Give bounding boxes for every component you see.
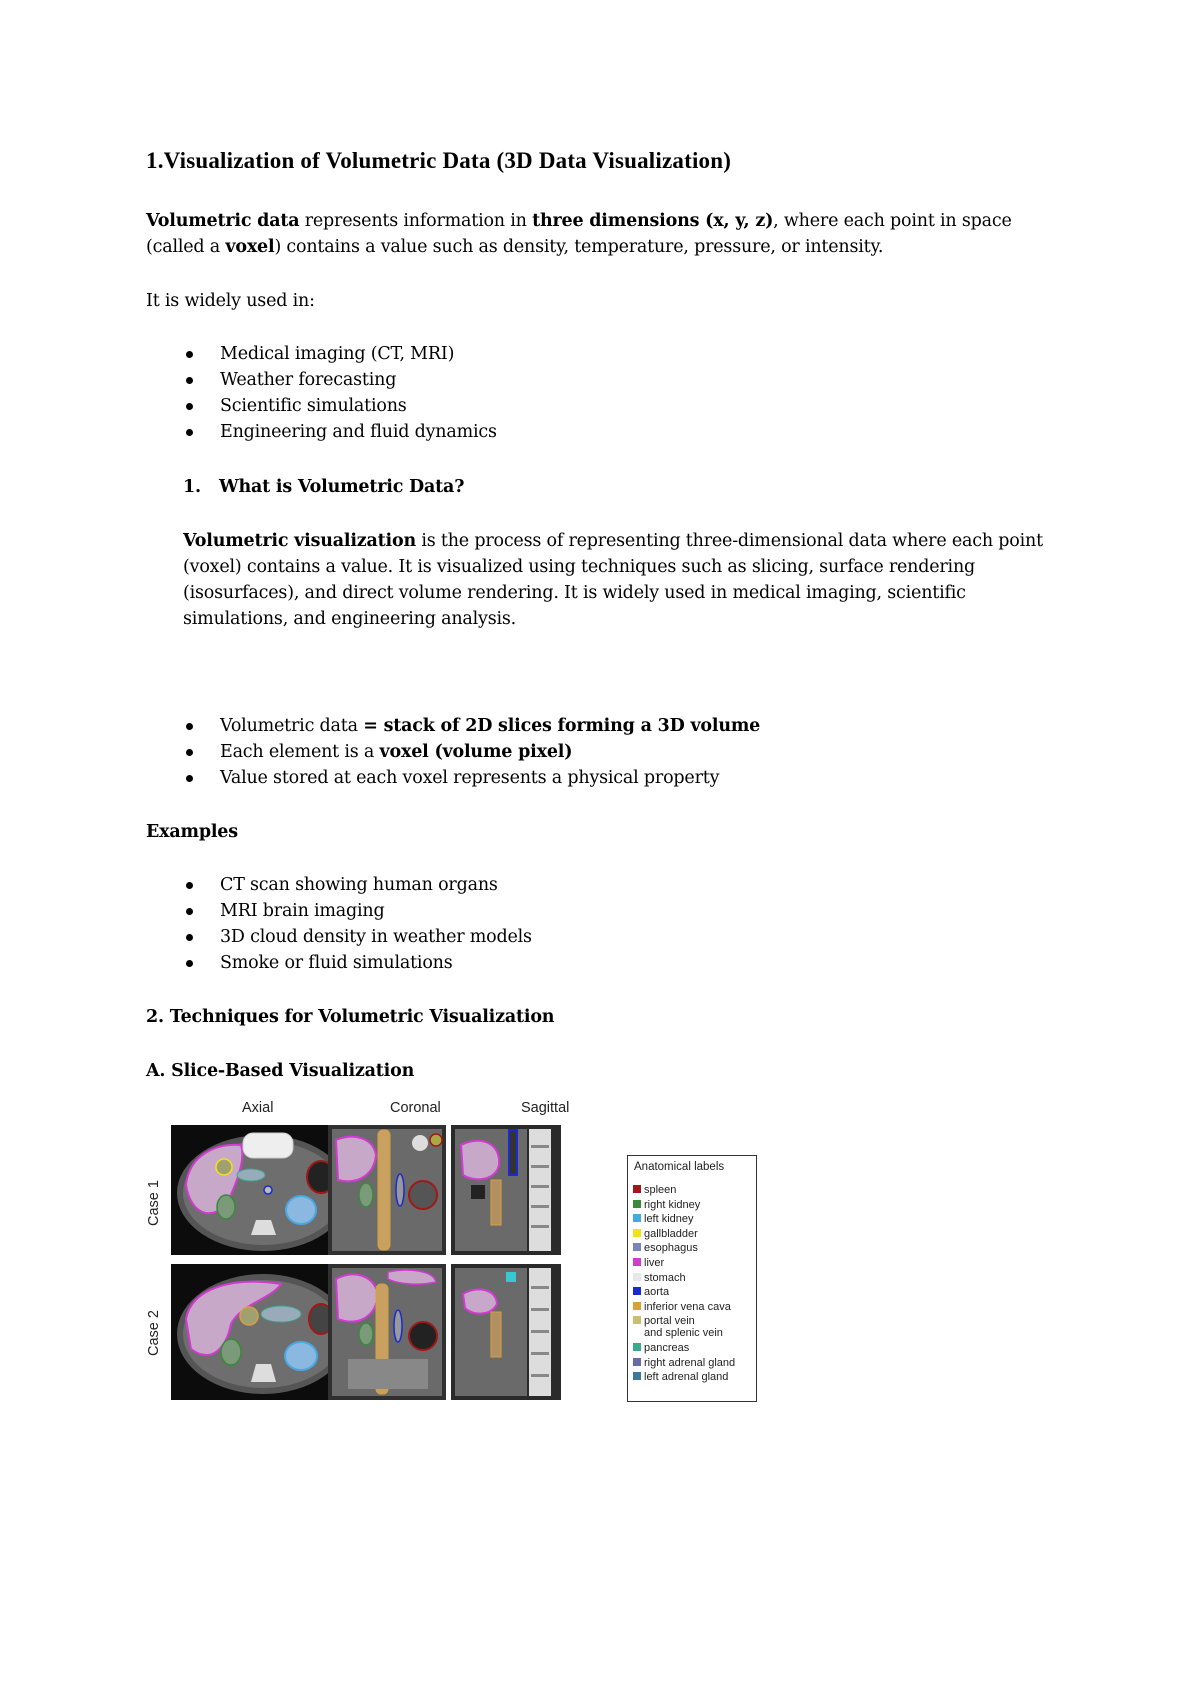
examples-heading: Examples	[146, 822, 238, 842]
bullet-icon	[186, 377, 193, 384]
legend-label: and splenic vein	[644, 1327, 723, 1340]
intro-line-1	[146, 208, 1012, 234]
term-volumetric-visualization: Volumetric visualization	[183, 531, 416, 551]
techniques-heading: 2. Techniques for Volumetric Visualization	[146, 1007, 555, 1027]
legend-item	[633, 1242, 698, 1254]
legend-label: gallbladder	[644, 1227, 698, 1240]
legend-item	[633, 1371, 728, 1383]
bullet-icon	[186, 749, 193, 756]
bullet-icon	[186, 934, 193, 941]
scan-case1-axial	[171, 1125, 352, 1255]
used-in-text: It is widely used in:	[146, 291, 315, 311]
term-three-dimensions: three dimensions (x, y, z)	[532, 211, 774, 231]
term-volumetric-data: Volumetric data	[146, 211, 300, 231]
list-item	[186, 765, 760, 791]
legend-label: stomach	[644, 1271, 686, 1284]
scan-case2-coronal	[328, 1264, 446, 1400]
legend-item	[633, 1327, 723, 1339]
legend-swatch-icon	[633, 1302, 641, 1310]
definition-line-1	[183, 528, 1043, 554]
bullet-icon	[186, 775, 193, 782]
legend-item	[633, 1286, 669, 1298]
bullet-icon	[186, 908, 193, 915]
view-label-sagittal: Sagittal	[521, 1100, 570, 1116]
view-label-coronal: Coronal	[390, 1100, 441, 1116]
bullet-icon	[186, 403, 193, 410]
legend-label: esophagus	[644, 1242, 698, 1255]
intro-text: (called a	[146, 237, 226, 257]
intro-text: ) contains a value such as density, temperature, pressure, or intensity.	[274, 237, 884, 257]
legend-swatch-icon	[633, 1185, 641, 1193]
list-item	[186, 393, 497, 419]
list-item	[186, 924, 532, 950]
case-label-1: Case 1	[146, 1180, 162, 1226]
legend-label: left adrenal gland	[644, 1371, 729, 1384]
intro-line-2	[146, 234, 883, 260]
legend-swatch-icon	[633, 1287, 641, 1295]
uses-list	[186, 341, 497, 445]
case-label-2: Case 2	[146, 1310, 162, 1356]
scan-case1-sagittal	[451, 1125, 561, 1255]
list-item	[186, 419, 497, 445]
bullet-icon	[186, 351, 193, 358]
definition-line-3: (isosurfaces), and direct volume rendering. It is widely used in medical imaging, scientific	[183, 583, 966, 603]
scan-case2-axial	[171, 1264, 352, 1400]
legend-item	[633, 1257, 664, 1269]
bullet-icon	[186, 882, 193, 889]
list-item-text: Medical imaging (CT, MRI)	[220, 344, 455, 364]
legend-swatch-icon	[633, 1258, 641, 1266]
legend-swatch-icon	[633, 1372, 641, 1380]
legend-swatch-icon	[633, 1328, 641, 1336]
legend-label: left kidney	[644, 1213, 694, 1226]
legend-item	[633, 1213, 694, 1225]
legend-item	[633, 1301, 731, 1313]
list-item	[186, 898, 532, 924]
list-item-text: 3D cloud density in weather models	[220, 927, 532, 947]
list-item	[186, 739, 760, 765]
ct-figure	[140, 1098, 760, 1403]
list-item	[186, 341, 497, 367]
list-item-text: MRI brain imaging	[220, 901, 385, 921]
legend-swatch-icon	[633, 1243, 641, 1251]
facts-list	[186, 713, 760, 791]
scan-case1-coronal	[328, 1125, 446, 1255]
legend-label: aorta	[644, 1286, 670, 1299]
intro-text: represents information in	[299, 211, 533, 231]
bullet-icon	[186, 960, 193, 967]
legend-label: inferior vena cava	[644, 1300, 731, 1313]
slice-heading: A. Slice-Based Visualization	[146, 1061, 415, 1081]
legend-swatch-icon	[633, 1358, 641, 1366]
legend-label: spleen	[644, 1184, 677, 1196]
list-item-text: Smoke or fluid simulations	[220, 953, 453, 973]
legend-label: right adrenal gland	[644, 1356, 736, 1369]
bullet-icon	[186, 429, 193, 436]
page-title: 1.Visualization of Volumetric Data (3D Data Visualization)	[146, 148, 732, 173]
list-item	[186, 950, 532, 976]
legend-item	[633, 1315, 695, 1327]
legend-label: liver	[644, 1257, 665, 1269]
section-heading: What is Volumetric Data?	[219, 477, 465, 497]
list-item-bold: voxel (volume pixel)	[379, 742, 573, 762]
legend-swatch-icon	[633, 1273, 641, 1281]
legend-label: portal vein	[644, 1315, 695, 1328]
legend-item	[633, 1342, 689, 1354]
legend-swatch-icon	[633, 1343, 641, 1351]
list-item-text: Weather forecasting	[220, 370, 397, 390]
list-item-text: Volumetric data	[220, 716, 364, 736]
intro-text: , where each point in space	[773, 211, 1012, 231]
legend-item	[633, 1228, 698, 1240]
legend-item	[633, 1184, 676, 1196]
view-label-axial: Axial	[242, 1100, 274, 1116]
legend-label: pancreas	[644, 1342, 690, 1354]
list-item-text: CT scan showing human organs	[220, 875, 498, 895]
examples-list	[186, 872, 532, 976]
list-item	[186, 872, 532, 898]
legend-swatch-icon	[633, 1214, 641, 1222]
scan-case2-sagittal	[451, 1264, 561, 1400]
list-item-text: Engineering and fluid dynamics	[220, 422, 497, 442]
term-voxel: voxel	[225, 237, 275, 257]
definition-text: is the process of representing three-dimensional data where each point	[416, 531, 1043, 551]
list-item-bold: = stack of 2D slices forming a 3D volume	[363, 716, 761, 736]
list-item-text: Scientific simulations	[220, 396, 407, 416]
legend-swatch-icon	[633, 1200, 641, 1208]
list-item-text: Value stored at each voxel represents a physical property	[220, 768, 720, 788]
bullet-icon	[186, 723, 193, 730]
legend-title: Anatomical labels	[634, 1161, 725, 1173]
list-item	[186, 367, 497, 393]
list-item-text: Each element is a	[220, 742, 380, 762]
legend-swatch-icon	[633, 1316, 641, 1324]
anatomical-legend	[627, 1155, 757, 1402]
legend-item	[633, 1357, 735, 1369]
section-number: 1.	[183, 477, 201, 497]
legend-label: right kidney	[644, 1198, 701, 1211]
definition-line-2: (voxel) contains a value. It is visualized using techniques such as slicing, surface rendering	[183, 557, 976, 577]
legend-swatch-icon	[633, 1229, 641, 1237]
definition-line-4: simulations, and engineering analysis.	[183, 609, 517, 629]
list-item	[186, 713, 760, 739]
legend-item	[633, 1272, 686, 1284]
legend-item	[633, 1199, 700, 1211]
